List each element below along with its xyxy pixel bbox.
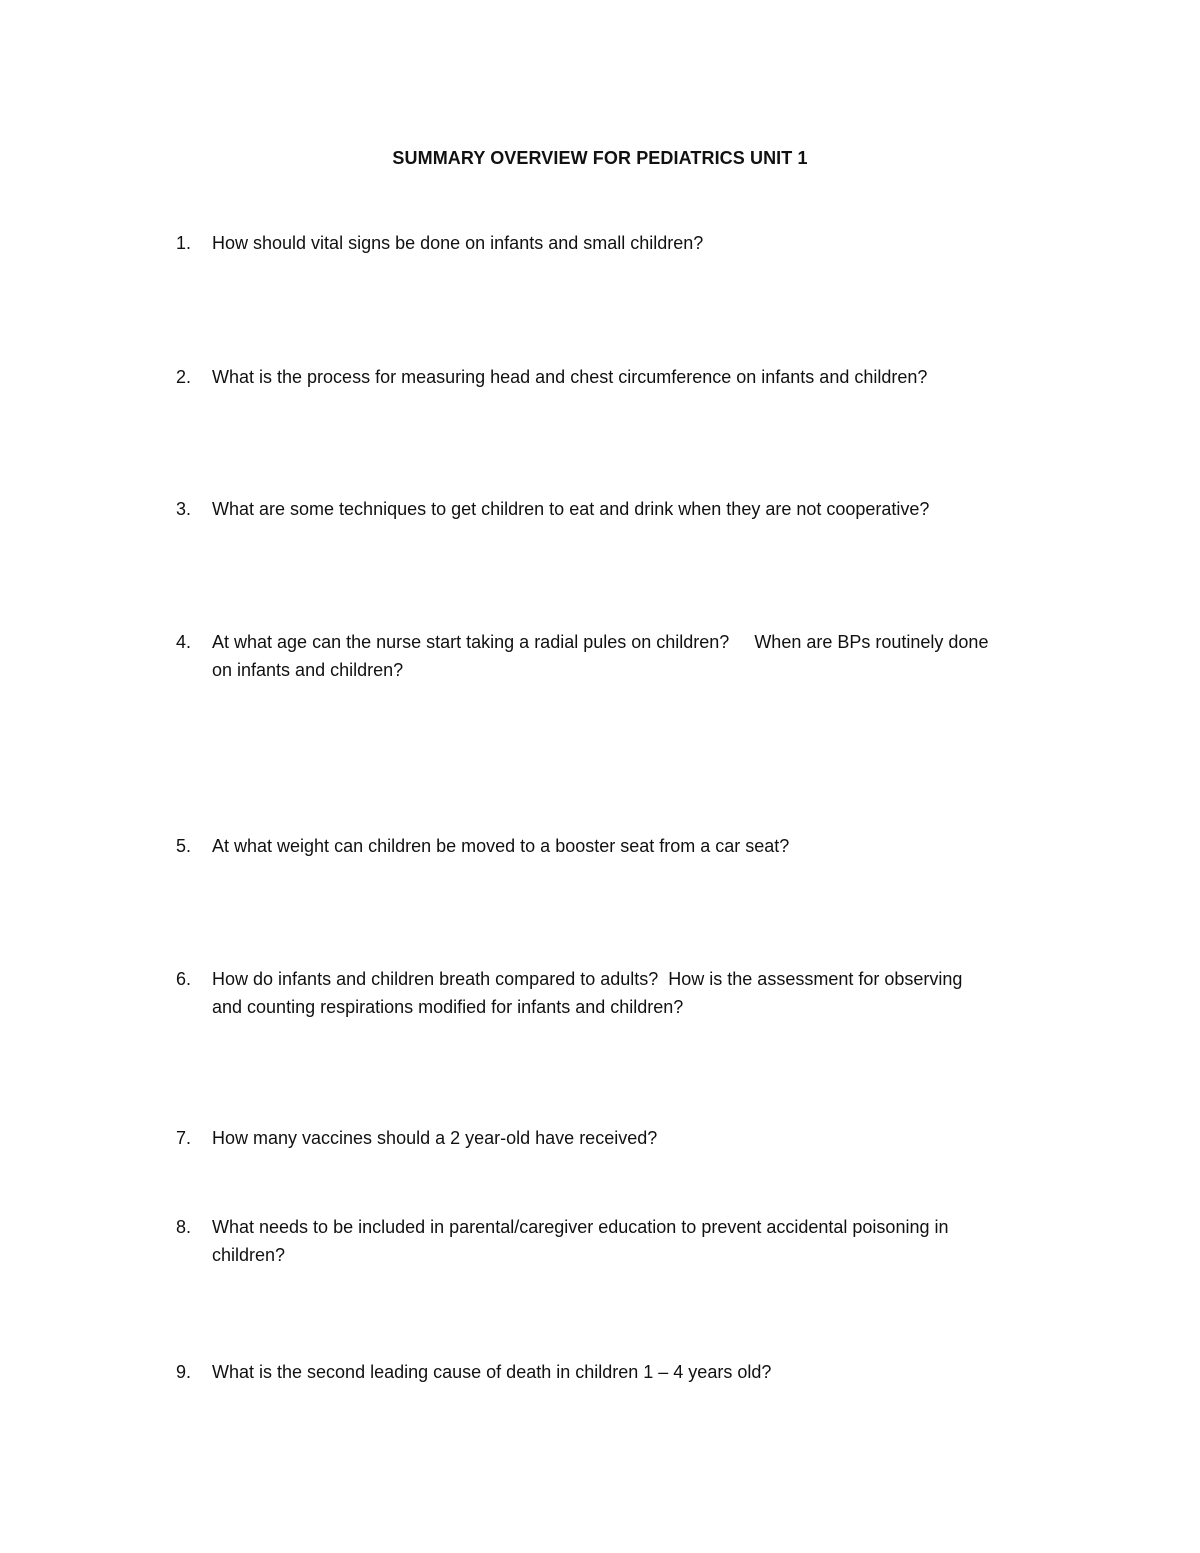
question-line: What are some techniques to get children to eat and drink when they are not cooperative? [212, 499, 930, 519]
question-text [212, 363, 1072, 391]
question-number: 9. [176, 1362, 192, 1382]
question-text [212, 965, 1072, 1021]
question-line: How should vital signs be done on infants and small children? [212, 233, 704, 253]
question-text [212, 1358, 1072, 1386]
question-line: At what age can the nurse start taking a radial pules on children? When are BPs routinely done [212, 632, 989, 652]
question-line: and counting respirations modified for infants and children? [212, 997, 684, 1017]
question-line: How many vaccines should a 2 year-old have received? [212, 1128, 658, 1148]
question-text [212, 1124, 1072, 1152]
question-text [212, 1213, 1072, 1269]
question-line: How do infants and children breath compared to adults? How is the assessment for observing [212, 969, 963, 989]
question-line: At what weight can children be moved to a booster seat from a car seat? [212, 836, 790, 856]
question-line: What is the second leading cause of death in children 1 – 4 years old? [212, 1362, 772, 1382]
question-number: 6. [176, 969, 192, 989]
question-number: 1. [176, 233, 192, 253]
question-text [212, 495, 1072, 523]
question-number: 2. [176, 367, 192, 387]
question-number: 7. [176, 1128, 192, 1148]
question-line: What is the process for measuring head and chest circumference on infants and children? [212, 367, 928, 387]
document-title: SUMMARY OVERVIEW FOR PEDIATRICS UNIT 1 [392, 148, 808, 168]
question-line: What needs to be included in parental/caregiver education to prevent accidental poisoning in [212, 1217, 949, 1237]
question-number: 8. [176, 1217, 192, 1237]
question-number: 5. [176, 836, 192, 856]
question-number: 4. [176, 632, 192, 652]
question-line: on infants and children? [212, 660, 404, 680]
question-line: children? [212, 1245, 286, 1265]
question-number: 3. [176, 499, 192, 519]
question-text [212, 229, 1072, 257]
question-text [212, 628, 1072, 684]
question-text [212, 832, 1072, 860]
